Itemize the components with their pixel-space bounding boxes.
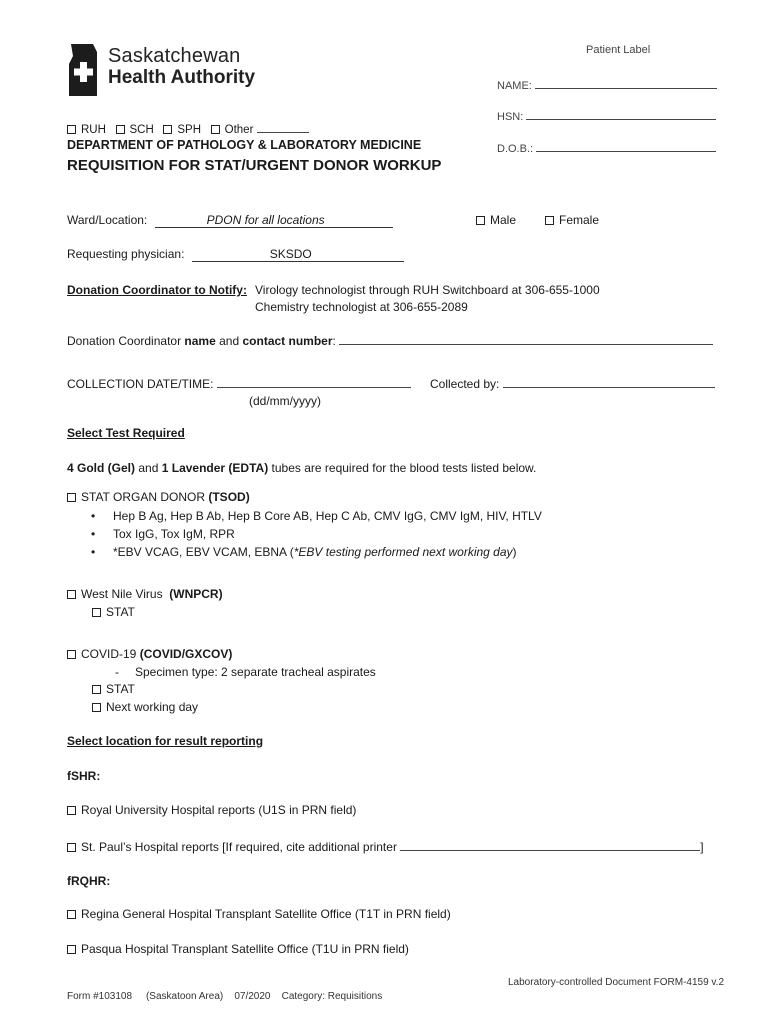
collected-by-line[interactable] [503,376,715,388]
patient-hsn-line[interactable] [526,108,716,120]
collection-datetime-field[interactable] [67,376,411,391]
patient-hsn-label: HSN: [497,111,524,123]
patient-dob-line[interactable] [536,140,716,152]
checkbox-icon[interactable] [163,125,172,134]
checkbox-icon[interactable] [116,125,125,134]
brand-name-line2: Health Authority [108,67,256,88]
checkbox-icon[interactable] [211,125,220,134]
list-item: • *EBV VCAG, EBV VCAM, EBNA (*EBV testing performed next working day) [113,545,542,563]
collected-by-field[interactable] [430,376,715,391]
checkbox-icon[interactable] [67,650,76,659]
fshr-label: fSHR: [67,769,101,783]
checkbox-icon[interactable] [67,125,76,134]
select-test-heading: Select Test Required [67,426,185,440]
controlled-document-note: Laboratory-controlled Document FORM-4159 v.2 [508,977,725,988]
site-other-option[interactable]: Other [211,124,309,136]
checkbox-icon[interactable] [67,843,76,852]
department-heading: DEPARTMENT OF PATHOLOGY & LABORATORY MEDICINE [67,138,422,152]
tsod-test-list [88,509,542,563]
ward-location-value-line[interactable] [155,213,393,228]
collection-datetime-line[interactable] [217,376,411,388]
wnv-stat-option[interactable]: STAT [92,605,135,619]
coordinator-notify-line2: Chemistry technologist at 306-655-2089 [255,300,468,314]
coordinator-notify-line1: Virology technologist through RUH Switchboard at 306-655-1000 [255,283,600,297]
collected-by-label: Collected by: [430,377,500,391]
patient-name-line[interactable] [535,77,717,89]
frqhr-label: fRQHR: [67,874,111,888]
tsod-option[interactable]: STAT ORGAN DONOR (TSOD) [67,490,250,504]
checkbox-icon[interactable] [92,685,101,694]
sex-male-option[interactable]: Male [476,213,516,227]
checkbox-icon[interactable] [67,945,76,954]
covid-stat-option[interactable]: STAT [92,682,135,696]
sex-female-option[interactable]: Female [545,213,599,227]
covid-specimen-type: - Specimen type: 2 separate tracheal aspirates [115,665,376,679]
tube-requirements: 4 Gold (Gel) and 1 Lavender (EDTA) tubes are required for the blood tests listed below. [67,461,537,475]
pasqua-report-option[interactable]: Pasqua Hospital Transplant Satellite Office (T1U in PRN field) [67,942,409,956]
form-title: REQUISITION FOR STAT/URGENT DONOR WORKUP [67,157,442,174]
physician-label: Requesting physician: [67,247,185,261]
list-item: • Hep B Ag, Hep B Ab, Hep B Core AB, Hep C Ab, CMV IgG, CMV IgM, HIV, HTLV [113,509,542,527]
coordinator-contact-line[interactable] [339,333,713,345]
physician-value-line[interactable] [192,247,404,262]
coordinator-notify-label: Donation Coordinator to Notify: [67,283,247,297]
site-sch-option[interactable]: SCH [116,124,154,136]
covid-next-day-option[interactable]: Next working day [92,700,198,714]
sph-report-option[interactable]: St. Paul’s Hospital reports [If required, cite additional printer ] [67,839,704,854]
site-sph-option[interactable]: SPH [163,124,201,136]
patient-label-title: Patient Label [586,44,651,56]
patient-name-field[interactable] [497,77,717,92]
requesting-physician-field[interactable] [67,247,404,262]
patient-dob-field[interactable] [497,140,716,155]
ward-location-value: PDON for all locations [206,213,325,227]
rgh-report-option[interactable]: Regina General Hospital Transplant Satellite Office (T1T in PRN field) [67,907,451,921]
patient-name-label: NAME: [497,80,532,92]
covid-option[interactable]: COVID-19 (COVID/GXCOV) [67,647,232,661]
form-footer: Form #103108 (Saskatoon Area) 07/2020 Category: Requisitions [67,991,383,1002]
date-format-hint: (dd/mm/yyyy) [249,394,321,408]
checkbox-icon[interactable] [92,703,101,712]
list-item: • Tox IgG, Tox IgM, RPR [113,527,542,545]
site-ruh-option[interactable]: RUH [67,124,106,136]
additional-printer-line[interactable] [400,839,700,851]
checkbox-icon[interactable] [67,493,76,502]
brand-name-line1: Saskatchewan [108,45,241,67]
coordinator-contact-field[interactable]: Donation Coordinator name and contact number: [67,333,713,348]
sha-logo-icon [67,42,101,98]
checkbox-icon[interactable] [67,910,76,919]
patient-dob-label: D.O.B.: [497,143,534,155]
checkbox-icon[interactable] [67,806,76,815]
result-reporting-heading: Select location for result reporting [67,734,264,748]
checkbox-icon[interactable] [67,590,76,599]
checkbox-icon[interactable] [92,608,101,617]
site-options [67,121,309,136]
ward-location-field[interactable] [67,213,393,228]
patient-hsn-field[interactable] [497,108,716,123]
collection-datetime-label: COLLECTION DATE/TIME: [67,377,214,391]
site-other-line[interactable] [257,121,309,133]
ruh-report-option[interactable]: Royal University Hospital reports (U1S in PRN field) [67,803,356,817]
checkbox-icon[interactable] [476,216,485,225]
physician-value: SKSDO [269,247,312,261]
checkbox-icon[interactable] [545,216,554,225]
ward-location-label: Ward/Location: [67,213,148,227]
wnv-option[interactable]: West Nile Virus (WNPCR) [67,587,223,601]
